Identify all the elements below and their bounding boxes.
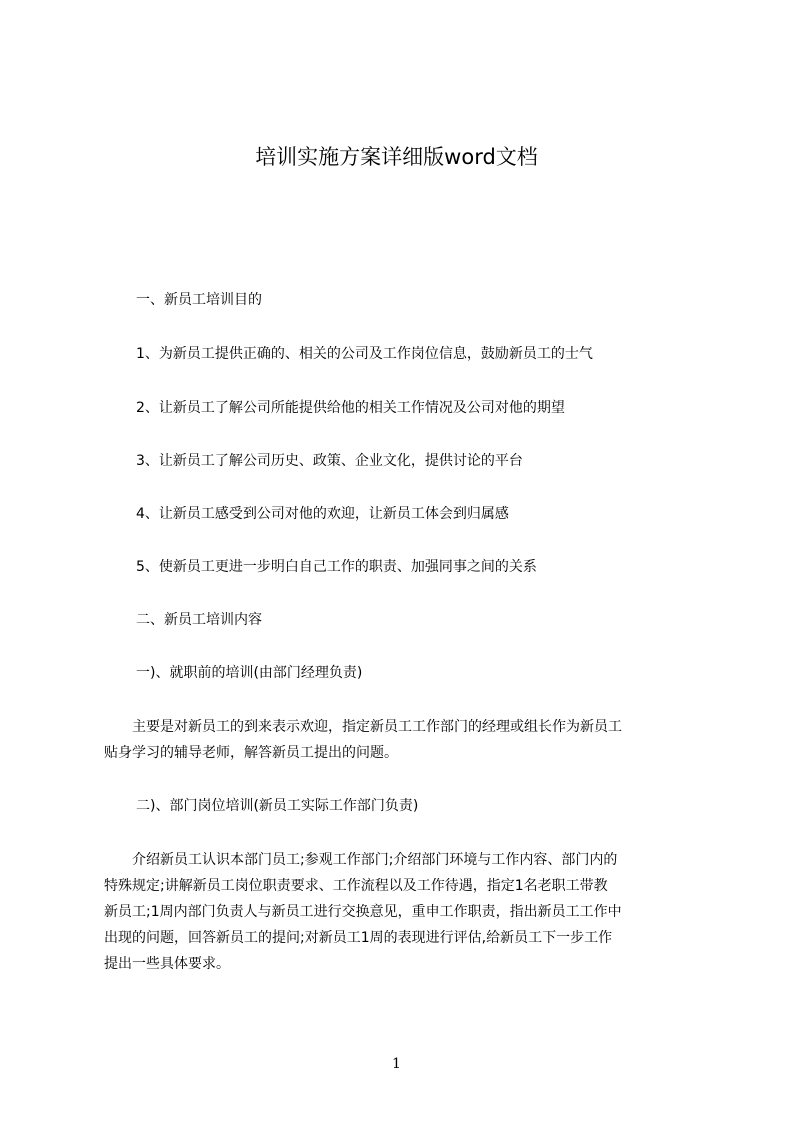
purpose-item-5: 5、使新员工更进一步明白自己工作的职责、加强同事之间的关系: [136, 559, 537, 575]
paragraph-line: 出现的问题，回答新员工的提问;对新员工1周的表现进行评估,给新员工下一步工作: [104, 930, 613, 946]
document-title: 培训实施方案详细版word文档: [255, 145, 538, 169]
paragraph-department: [104, 847, 702, 977]
purpose-item-3: 3、让新员工了解公司历史、政策、企业文化，提供讨论的平台: [136, 453, 523, 469]
purpose-item-1: 1、为新员工提供正确的、相关的公司及工作岗位信息，鼓励新员工的士气: [136, 346, 593, 362]
paragraph-line: 主要是对新员工的到来表示欢迎，指定新员工工作部门的经理或组长作为新员工: [104, 719, 622, 735]
paragraph-line: 新员工;1周内部门负责人与新员工进行交换意见，重申工作职责，指出新员工工作中: [104, 904, 622, 920]
paragraph-pre-job: [104, 714, 702, 766]
paragraph-line: 介绍新员工认识本部门员工;参观工作部门;介绍部门环境与工作内容、部门内的: [104, 852, 618, 868]
paragraph-line: 特殊规定;讲解新员工岗位职责要求、工作流程以及工作待遇，指定1名老职工带教: [104, 878, 608, 894]
section-heading-content: 二、新员工培训内容: [136, 612, 262, 628]
section-heading-purpose: 一、新员工培训目的: [136, 292, 262, 308]
purpose-item-4: 4、让新员工感受到公司对他的欢迎，让新员工体会到归属感: [136, 506, 509, 522]
page-number: 1: [392, 1056, 401, 1072]
paragraph-line: 贴身学习的辅导老师，解答新员工提出的问题。: [104, 745, 398, 761]
purpose-item-2: 2、让新员工了解公司所能提供给他的相关工作情况及公司对他的期望: [136, 400, 565, 416]
subsection-heading-pre-job: 一)、就职前的培训(由部门经理负责): [136, 665, 363, 681]
paragraph-line: 提出一些具体要求。: [104, 956, 230, 972]
subsection-heading-department: 二)、部门岗位培训(新员工实际工作部门负责): [136, 798, 419, 814]
